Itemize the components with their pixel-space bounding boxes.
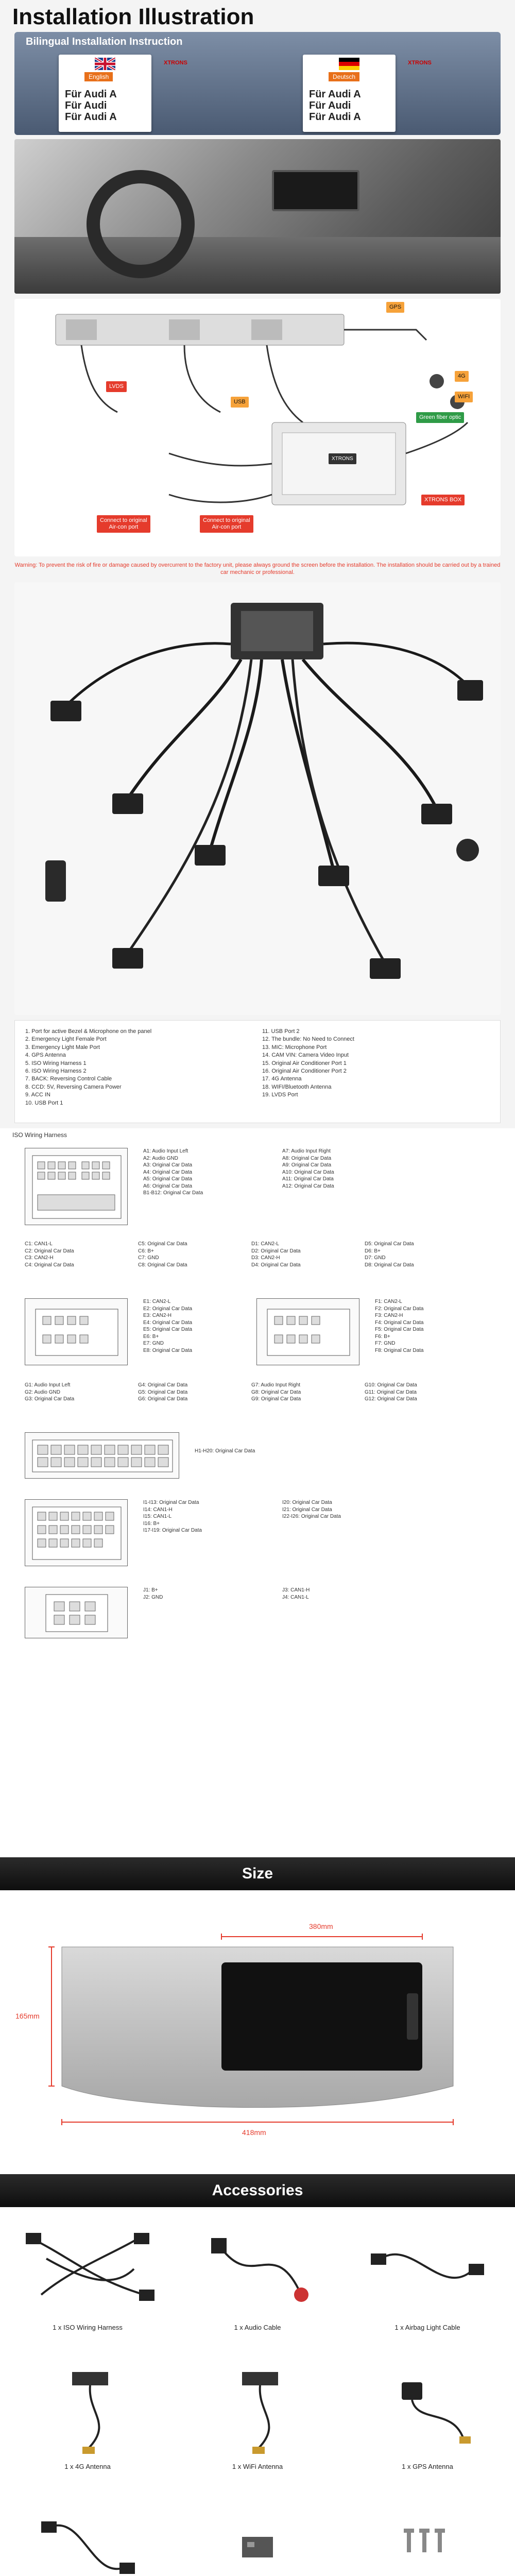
accessories-banner: [0, 2174, 515, 2207]
pin-label: A11: Original Car Data: [282, 1176, 334, 1182]
pin-label: A12: Original Car Data: [282, 1183, 334, 1189]
pin-label: C5: Original Car Data: [138, 1241, 187, 1247]
pin-label: D6: B+: [365, 1248, 381, 1254]
port-item: 19. LVDS Port: [262, 1092, 298, 1098]
antenna-gps-icon: [350, 2357, 505, 2460]
pin-label: A2: Audio GND: [143, 1155, 178, 1161]
accessory-4g-antenna: [10, 2357, 165, 2470]
lang-tag-english: English: [84, 72, 113, 81]
port-item: 14. CAM VIN: Camera Video Input: [262, 1052, 349, 1059]
iso-g-col4: [365, 1382, 468, 1403]
pin-label: G12: Original Car Data: [365, 1396, 417, 1402]
pin-label: I17-I19: Original Car Data: [143, 1528, 202, 1533]
german-flag-icon: [339, 58, 359, 70]
iso-d-col2: [365, 1241, 468, 1268]
iso-g-col3: [251, 1382, 354, 1403]
brand-logo-2: XTRONS: [408, 60, 432, 66]
pin-label: F3: CAN2-H: [375, 1313, 403, 1318]
pin-label: D3: CAN2-H: [251, 1255, 280, 1261]
iso-j-col1: [143, 1587, 246, 1601]
port-list-right: [262, 1028, 478, 1099]
xtrons-box-label: XTRONS BOX: [421, 495, 465, 505]
pin-label: I14: CAN1-H: [143, 1506, 173, 1513]
iso-d-col1: [251, 1241, 354, 1268]
iso-g-col1: [25, 1382, 128, 1403]
accessory-wifi-antenna: [180, 2357, 335, 2470]
size-width-label: 380mm: [309, 1922, 333, 1930]
pin-label: I22-I26: Original Car Data: [282, 1514, 341, 1519]
pin-label: A1: Audio Input Left: [143, 1148, 188, 1154]
dashboard: [14, 237, 501, 294]
pin-label: D5: Original Car Data: [365, 1241, 414, 1247]
port-item: 10. USB Port 1: [25, 1099, 63, 1106]
connector-j: [25, 1587, 128, 1638]
accessory-screw: [350, 2496, 505, 2576]
iso-title: ISO Wiring Harness: [12, 1131, 67, 1139]
accessory-label: 1 x ISO Wiring Harness: [53, 2324, 123, 2331]
port-item: 7. BACK: Reversing Control Cable: [25, 1076, 112, 1082]
iso-harness-section: [0, 1128, 515, 1860]
port-list: [14, 1020, 501, 1123]
pin-label: E6: B+: [143, 1333, 159, 1340]
usb-label: USB: [231, 397, 249, 408]
pin-label: F1: CAN2-L: [375, 1299, 402, 1304]
antenna-wifi-icon: [180, 2357, 335, 2460]
accessory-gps-antenna: [350, 2357, 505, 2470]
ami-cable-icon: [10, 2496, 165, 2576]
gps-label: GPS: [386, 302, 404, 313]
pin-label: G11: Original Car Data: [365, 1389, 417, 1395]
accessory-ami-cable: [10, 2496, 165, 2576]
port-item: 4. GPS Antenna: [25, 1052, 66, 1059]
port-item: 5. ISO Wiring Harness 1: [25, 1060, 87, 1066]
brand-logo: XTRONS: [164, 60, 187, 66]
size-height-label: 165mm: [15, 2012, 40, 2020]
car-interior-photo: [14, 139, 501, 294]
pin-label: J2: GND: [143, 1594, 163, 1600]
port-item: 18. WIFI/Bluetooth Antenna: [262, 1083, 332, 1090]
accessories-title: Accessories: [212, 2182, 303, 2199]
iso-block-i: [14, 1494, 501, 1577]
pin-label: J4: CAN1-L: [282, 1594, 309, 1600]
size-bottom-label: 418mm: [242, 2128, 266, 2137]
port-item: 2. Emergency Light Female Port: [25, 1036, 107, 1043]
iso-i-col2: [282, 1499, 406, 1520]
size-section: [0, 1890, 515, 2168]
pin-label: I20: Original Car Data: [282, 1500, 332, 1505]
accessory-label: 1 x 4G Antenna: [64, 2463, 111, 2470]
port-item: 3. Emergency Light Male Port: [25, 1044, 100, 1050]
pin-label: G7: Audio Input Right: [251, 1382, 301, 1388]
connector-a: [25, 1148, 128, 1225]
antenna-4g-icon: [10, 2357, 165, 2460]
pin-label: D8: Original Car Data: [365, 1262, 414, 1268]
harness-photo: [14, 582, 501, 1015]
pin-label: F6: B+: [375, 1333, 390, 1340]
iso-block-e: [14, 1293, 501, 1376]
connector-h-svg: [25, 1433, 180, 1479]
manual-english: [59, 55, 151, 132]
pin-label: G10: Original Car Data: [365, 1382, 417, 1388]
aircon2-label: Connect to original Air-con port: [200, 515, 253, 533]
pin-label: I1-I13: Original Car Data: [143, 1500, 199, 1505]
installation-section: [0, 0, 515, 1128]
size-illustration: [0, 1890, 515, 2168]
pin-label: A10: Original Car Data: [282, 1169, 334, 1175]
iso-c-col1: [25, 1241, 128, 1268]
wiring-diagram: [14, 299, 501, 556]
pin-label: F4: Original Car Data: [375, 1319, 424, 1326]
pin-label: D2: Original Car Data: [251, 1248, 301, 1254]
pin-label: E1: CAN2-L: [143, 1299, 171, 1304]
pin-label: H1-H20: Original Car Data: [195, 1448, 255, 1454]
port-item: 12. The bundle: No Need to Connect: [262, 1036, 354, 1043]
pin-label: C3: CAN2-H: [25, 1255, 54, 1261]
bilingual-instruction-panel: [14, 32, 501, 135]
port-item: 1. Port for active Bezel & Microphone on the panel: [25, 1028, 152, 1035]
pin-label: E2: Original Car Data: [143, 1306, 193, 1312]
audio-cable-icon: [180, 2217, 335, 2320]
pin-label: D4: Original Car Data: [251, 1262, 301, 1268]
connector-h: [25, 1432, 179, 1479]
uk-flag-icon: [95, 58, 115, 70]
pin-label: G4: Original Car Data: [138, 1382, 188, 1388]
airbag-cable-icon: [350, 2217, 505, 2320]
accessory-label: 1 x GPS Antenna: [402, 2463, 453, 2470]
connector-a-svg: [25, 1148, 128, 1226]
accessory-label: 1 x Airbag Light Cable: [394, 2324, 460, 2331]
warning-text: Warning: To prevent the risk of fire or damage caused by overcurrent to the factory unit, please always ground the screen before the installation. The installation should be carried out by a trained car mechanic or professional.: [14, 562, 501, 575]
iso-block-h: [14, 1427, 501, 1489]
lvds-label: LVDS: [106, 381, 127, 392]
pin-label: J1: B+: [143, 1587, 158, 1593]
pin-label: E7: GND: [143, 1341, 164, 1346]
iso-f-col: [375, 1298, 478, 1354]
fourg-label: 4G: [455, 371, 469, 382]
green-fiber-label: Green fiber optic: [416, 412, 464, 423]
pin-label: E4: Original Car Data: [143, 1319, 193, 1326]
iso-block-g: [14, 1382, 501, 1423]
pin-label: A3: Original Car Data: [143, 1162, 193, 1168]
box-brand-label: XTRONS: [329, 453, 356, 464]
connector-i: [25, 1499, 128, 1566]
pin-label: F2: Original Car Data: [375, 1306, 424, 1312]
installation-title: Installation Illustration: [12, 4, 254, 29]
connector-i-svg: [25, 1500, 128, 1567]
manual-german: [303, 55, 396, 132]
pin-label: C6: B+: [138, 1248, 154, 1254]
wiring-diagram-svg: [14, 299, 501, 556]
pin-label: D7: GND: [365, 1255, 386, 1261]
port-item: 9. ACC IN: [25, 1092, 50, 1098]
pin-label: A9: Original Car Data: [282, 1162, 332, 1168]
pin-label: C4: Original Car Data: [25, 1262, 74, 1268]
iso-j-col2: [282, 1587, 385, 1601]
pin-label: A7: Audio Input Right: [282, 1148, 331, 1154]
iso-a-col1: [143, 1148, 246, 1197]
pin-label: G5: Original Car Data: [138, 1389, 188, 1395]
wire-harness-icon: [10, 2217, 165, 2320]
accessories-section: [0, 2207, 515, 2576]
iso-a-col2: [282, 1148, 385, 1190]
pin-label: A4: Original Car Data: [143, 1169, 193, 1175]
pin-label: F7: GND: [375, 1341, 396, 1346]
port-item: 16. Original Air Conditioner Port 2: [262, 1068, 347, 1075]
pin-label: A8: Original Car Data: [282, 1155, 332, 1161]
manual-german-text: Für Audi A Für Audi Für Audi A: [309, 89, 361, 123]
headunit-screen: [272, 170, 359, 211]
pin-label: G9: Original Car Data: [251, 1396, 301, 1402]
aircon1-label: Connect to original Air-con port: [97, 515, 150, 533]
iso-c-col2: [138, 1241, 241, 1268]
pin-label: I21: Original Car Data: [282, 1506, 332, 1513]
pin-label: A5: Original Car Data: [143, 1176, 193, 1182]
pin-label: B1-B12: Original Car Data: [143, 1190, 203, 1196]
pin-label: C8: Original Car Data: [138, 1262, 187, 1268]
fix-mount-icon: [180, 2496, 335, 2576]
connector-f: [256, 1298, 359, 1365]
steering-wheel: [87, 170, 195, 278]
iso-block-a: [14, 1143, 501, 1235]
accessory-fix-mount: [180, 2496, 335, 2576]
pin-label: G3: Original Car Data: [25, 1396, 75, 1402]
pin-label: D1: CAN2-L: [251, 1241, 279, 1247]
iso-block-j: [14, 1582, 501, 1643]
port-item: 11. USB Port 2: [262, 1028, 300, 1035]
pin-label: G6: Original Car Data: [138, 1396, 188, 1402]
pin-label: C1: CAN1-L: [25, 1241, 53, 1247]
iso-i-col1: [143, 1499, 267, 1534]
connector-f-svg: [257, 1299, 360, 1366]
pin-label: C7: GND: [138, 1255, 159, 1261]
pin-label: I16: B+: [143, 1520, 160, 1527]
accessory-audio-cable: [180, 2217, 335, 2331]
pin-label: G1: Audio Input Left: [25, 1382, 71, 1388]
iso-h-col: [195, 1448, 349, 1455]
pin-label: C2: Original Car Data: [25, 1248, 74, 1254]
accessory-label: 1 x WiFi Antenna: [232, 2463, 283, 2470]
harness-illustration: [14, 582, 501, 1015]
port-item: 8. CCD: 5V, Reversing Camera Power: [25, 1083, 122, 1090]
bilingual-title: Bilingual Installation Instruction: [26, 36, 183, 47]
iso-e-col: [143, 1298, 246, 1354]
iso-block-c: [14, 1241, 501, 1287]
pin-label: G8: Original Car Data: [251, 1389, 301, 1395]
port-list-left: [25, 1028, 242, 1107]
pin-label: G2: Audio GND: [25, 1389, 60, 1395]
wifi-label: WIFI: [455, 392, 473, 402]
accessory-airbag-cable: [350, 2217, 505, 2331]
connector-e-svg: [25, 1299, 128, 1366]
pin-label: E3: CAN2-H: [143, 1313, 172, 1318]
port-item: 15. Original Air Conditioner Port 1: [262, 1060, 347, 1066]
pin-label: A6: Original Car Data: [143, 1183, 193, 1189]
pin-label: F5: Original Car Data: [375, 1327, 424, 1332]
pin-label: J3: CAN1-H: [282, 1587, 310, 1593]
manual-english-text: Für Audi A Für Audi Für Audi A: [65, 89, 117, 123]
connector-e: [25, 1298, 128, 1365]
iso-g-col2: [138, 1382, 241, 1403]
lang-tag-german: Deutsch: [329, 72, 359, 81]
screw-icon: [350, 2496, 505, 2576]
pin-label: I15: CAN1-L: [143, 1514, 172, 1519]
pin-label: E5: Original Car Data: [143, 1327, 193, 1332]
accessory-iso-harness: [10, 2217, 165, 2331]
connector-j-svg: [25, 1587, 128, 1639]
size-banner: [0, 1857, 515, 1890]
port-item: 17. 4G Antenna: [262, 1076, 302, 1082]
pin-label: E8: Original Car Data: [143, 1347, 193, 1353]
size-title: Size: [242, 1865, 273, 1882]
pin-label: F8: Original Car Data: [375, 1347, 424, 1353]
accessory-label: 1 x Audio Cable: [234, 2324, 281, 2331]
port-item: 6. ISO Wiring Harness 2: [25, 1068, 87, 1075]
port-item: 13. MIC: Microphone Port: [262, 1044, 327, 1050]
